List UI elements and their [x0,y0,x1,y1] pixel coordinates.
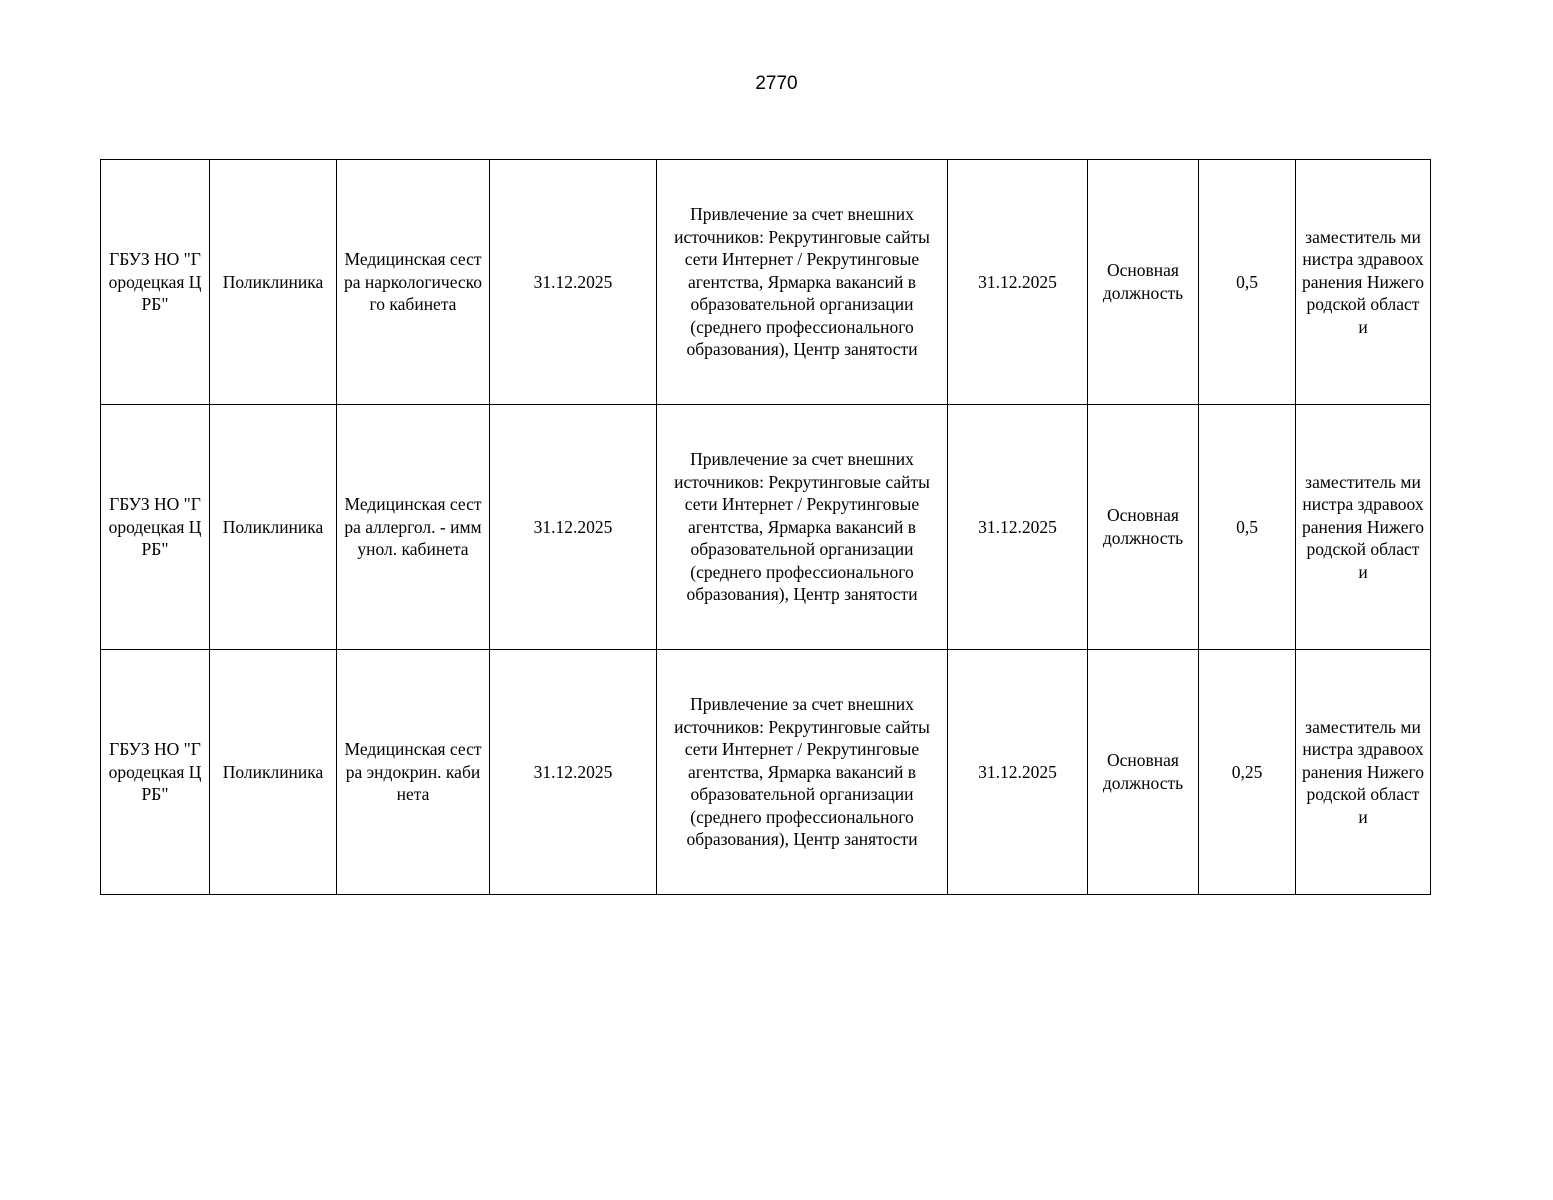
position-cell: Медицинская сестра эндокрин. кабинета [337,650,490,895]
table-row [101,160,1431,405]
methods-cell: Привлечение за счет внешних источников: Рекрутинговые сайты сети Интернет / Рекрутинговые агентства, Ярмарка вакансий в образовательной организации (среднего профессионального образования), Центр занятости [657,650,948,895]
date-to-cell: 31.12.2025 [948,405,1088,650]
date-from-cell: 31.12.2025 [490,160,657,405]
department-cell: Поликлиника [210,650,337,895]
organization-cell: ГБУЗ НО "Городецкая ЦРБ" [101,405,210,650]
position-cell: Медицинская сестра аллергол. - иммунол. кабинета [337,405,490,650]
organization-cell: ГБУЗ НО "Городецкая ЦРБ" [101,650,210,895]
position-type-cell: Основная должность [1088,405,1199,650]
date-from-cell: 31.12.2025 [490,650,657,895]
department-cell: Поликлиника [210,405,337,650]
department-cell: Поликлиника [210,160,337,405]
date-to-cell: 31.12.2025 [948,650,1088,895]
approver-cell: заместитель министра здравоохранения Нижегородской области [1296,405,1431,650]
approver-cell: заместитель министра здравоохранения Нижегородской области [1296,650,1431,895]
date-from-cell: 31.12.2025 [490,405,657,650]
table-row [101,650,1431,895]
organization-cell: ГБУЗ НО "Городецкая ЦРБ" [101,160,210,405]
date-to-cell: 31.12.2025 [948,160,1088,405]
rate-cell: 0,25 [1199,650,1296,895]
table-row [101,405,1431,650]
rate-cell: 0,5 [1199,405,1296,650]
approver-cell: заместитель министра здравоохранения Нижегородской области [1296,160,1431,405]
position-type-cell: Основная должность [1088,650,1199,895]
methods-cell: Привлечение за счет внешних источников: Рекрутинговые сайты сети Интернет / Рекрутинговые агентства, Ярмарка вакансий в образовательной организации (среднего профессионального образования), Центр занятости [657,160,948,405]
position-cell: Медицинская сестра наркологического кабинета [337,160,490,405]
position-type-cell: Основная должность [1088,160,1199,405]
page-number: 2770 [755,73,798,94]
methods-cell: Привлечение за счет внешних источников: Рекрутинговые сайты сети Интернет / Рекрутинговые агентства, Ярмарка вакансий в образовательной организации (среднего профессионального образования), Центр занятости [657,405,948,650]
vacancies-table [100,159,1431,895]
rate-cell: 0,5 [1199,160,1296,405]
